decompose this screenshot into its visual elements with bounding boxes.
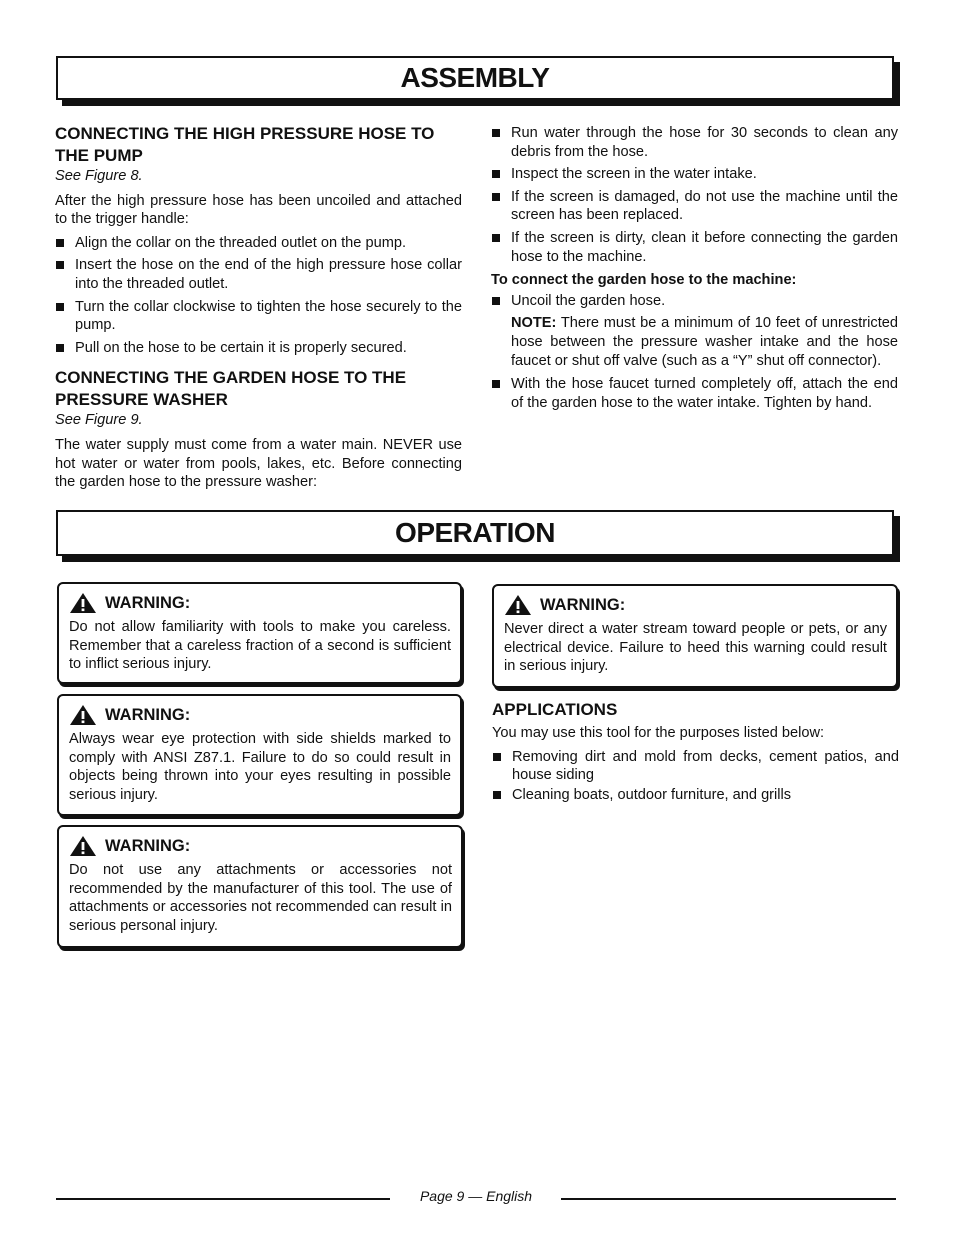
- list-item: If the screen is damaged, do not use the machine until the screen has been replaced.: [491, 188, 898, 225]
- list-item: Inspect the screen in the water intake.: [491, 165, 898, 184]
- high-pressure-heading: CONNECTING THE HIGH PRESSURE HOSE TO THE PUMP: [55, 124, 435, 165]
- page-footer: [56, 1186, 896, 1206]
- list-item: Cleaning boats, outdoor furniture, and grills: [492, 786, 899, 805]
- footer-rule-right: [561, 1198, 896, 1200]
- connect-heading: To connect the garden hose to the machine:: [491, 272, 797, 289]
- list-item: Insert the hose on the end of the high pressure hose collar into the threaded outlet.: [55, 256, 462, 293]
- page-number: Page 9 — English: [419, 1188, 533, 1204]
- assembly-left-column: [55, 123, 462, 497]
- assembly-banner: [56, 56, 894, 100]
- warning-text: Always wear eye protection with side shields marked to comply with ANSI Z87.1. Failure to do so could result in objects being thrown into your eyes resulting in possible serious injury.: [69, 731, 451, 803]
- warning-label: WARNING:: [105, 705, 191, 724]
- garden-hose-heading: CONNECTING THE GARDEN HOSE TO THE PRESSURE WASHER: [55, 368, 407, 410]
- warning-triangle-icon: [504, 594, 532, 616]
- note-paragraph: [491, 314, 898, 370]
- warning-label: WARNING:: [105, 836, 191, 855]
- applications-intro: You may use this tool for the purposes listed below:: [492, 725, 825, 741]
- operation-banner: [56, 510, 894, 556]
- applications-list: [492, 748, 899, 805]
- list-item: Uncoil the garden hose.: [491, 292, 898, 311]
- assembly-right-column: [491, 124, 898, 416]
- warning-text: Do not allow familiarity with tools to make you careless. Remember that a careless fraction of a second is sufficient to inflict serious injury.: [69, 619, 451, 673]
- garden-hose-intro: The water supply must come from a water main. NEVER use hot water or water from pools, lakes, etc. Before connecting the garden hose to the pressure washer:: [55, 436, 462, 491]
- list-item: With the hose faucet turned completely off, attach the end of the garden hose to the water intake. Tighten by hand.: [491, 375, 898, 412]
- list-item: If the screen is dirty, clean it before connecting the garden hose to the machine.: [491, 229, 898, 266]
- warning-box-attachments: [57, 825, 463, 948]
- water-prep-steps: [491, 124, 898, 266]
- warning-label: WARNING:: [540, 595, 626, 614]
- warning-triangle-icon: [69, 592, 97, 614]
- applications-heading: APPLICATIONS: [492, 700, 618, 719]
- warning-box-water-stream: [492, 584, 898, 688]
- note-label: NOTE:: [511, 315, 557, 332]
- note-text: There must be a minimum of 10 feet of unrestricted hose between the pressure washer intake and the hose faucet or shut off valve (such as a “Y” shut off connector).: [511, 315, 898, 369]
- list-item: Align the collar on the threaded outlet on the pump.: [55, 234, 462, 253]
- warning-label: WARNING:: [105, 593, 191, 612]
- list-item: Run water through the hose for 30 seconds to clean any debris from the hose.: [491, 124, 898, 161]
- assembly-title: ASSEMBLY: [400, 62, 550, 93]
- warning-triangle-icon: [69, 704, 97, 726]
- operation-title: OPERATION: [395, 517, 555, 548]
- list-item: Removing dirt and mold from decks, cement patios, and house siding: [492, 748, 899, 785]
- warning-box-familiarity: [57, 582, 462, 684]
- list-item: Pull on the hose to be certain it is properly secured.: [55, 339, 462, 358]
- warning-text: Never direct a water stream toward people or pets, or any electrical device. Failure to heed this warning could result in serious injury.: [504, 621, 887, 675]
- warning-box-eye-protection: [57, 694, 462, 816]
- high-pressure-steps: [55, 234, 462, 358]
- list-item: Turn the collar clockwise to tighten the hose securely to the pump.: [55, 298, 462, 335]
- warning-text: Do not use any attachments or accessories not recommended by the manufacturer of this tool. The use of attachments or accessories not recommended can result in serious personal injury.: [69, 862, 452, 934]
- connect-steps-1: [491, 292, 898, 311]
- see-figure-9: See Figure 9.: [55, 412, 143, 429]
- connect-steps-2: [491, 375, 898, 412]
- high-pressure-intro: After the high pressure hose has been uncoiled and attached to the trigger handle:: [55, 192, 462, 228]
- see-figure-8: See Figure 8.: [55, 168, 143, 184]
- applications-section: [492, 699, 899, 808]
- warning-triangle-icon: [69, 835, 97, 857]
- footer-rule-left: [56, 1198, 390, 1200]
